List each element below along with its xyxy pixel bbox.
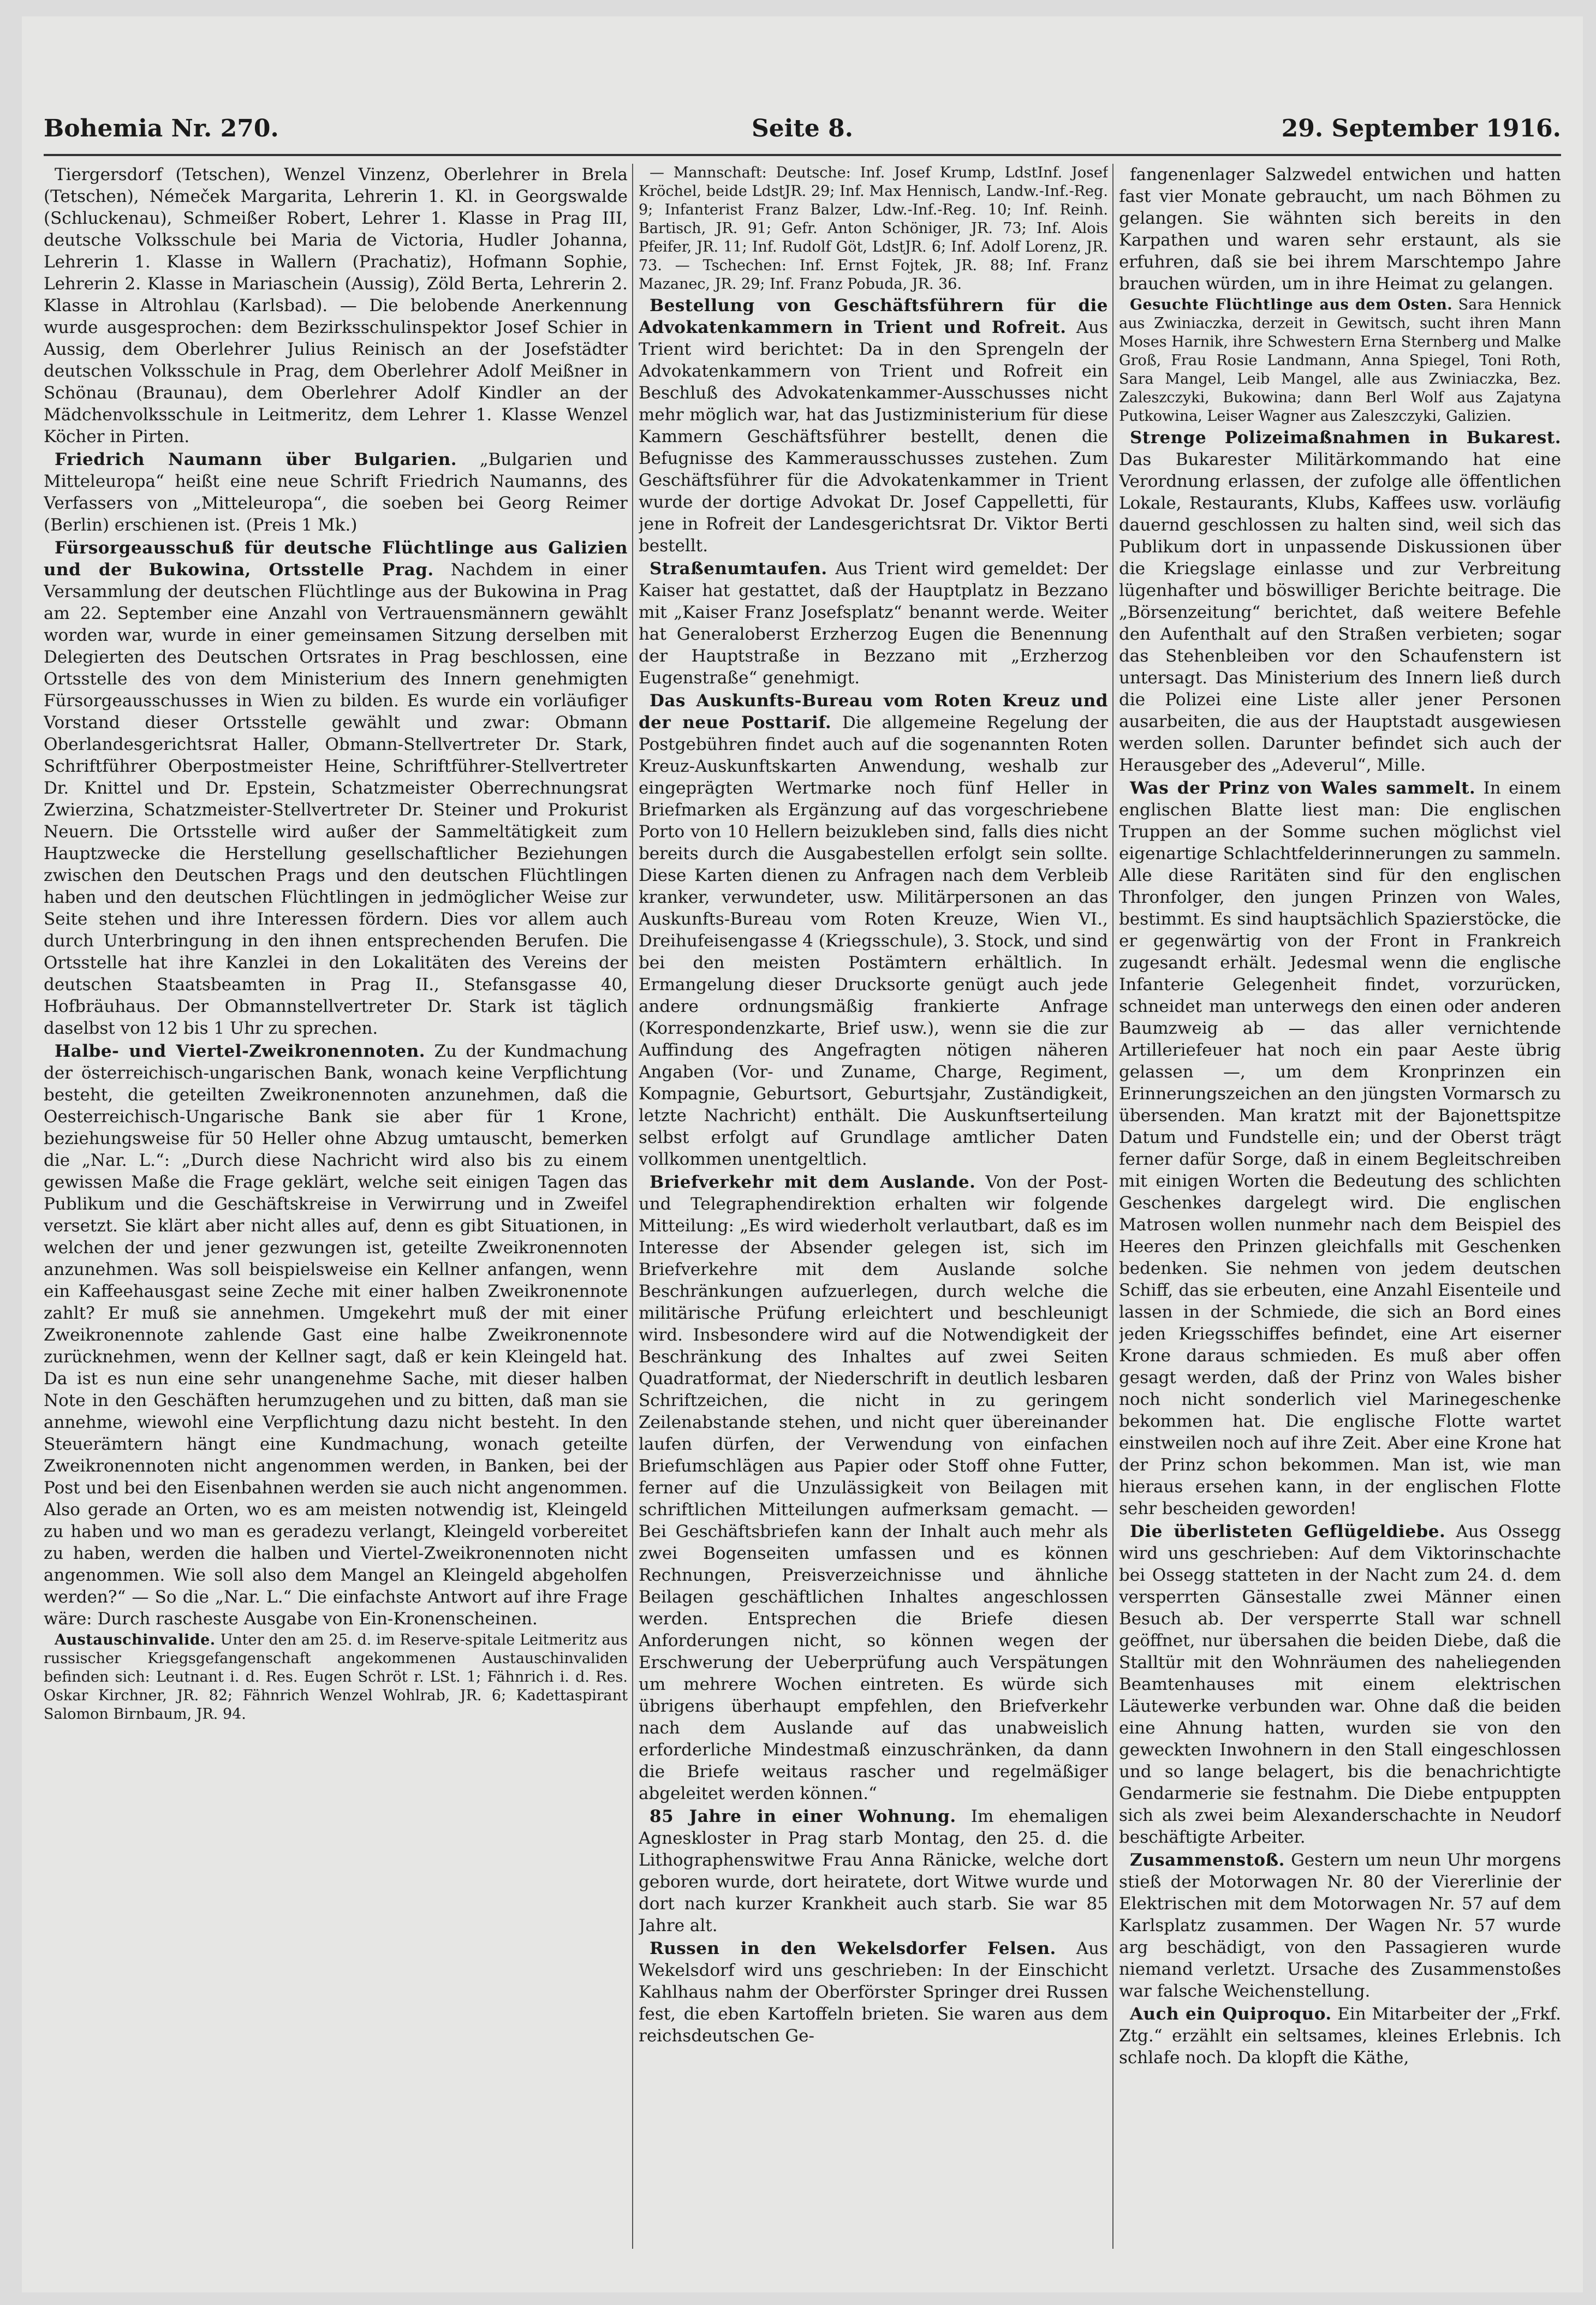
article bbox=[44, 1631, 628, 1724]
article-heading: Das Auskunfts-Bureau vom Roten Kreuz und der neue Posttarif. bbox=[639, 691, 1108, 732]
article bbox=[639, 1171, 1108, 1804]
article-text: Tiergersdorf (Tetschen), Wenzel Vinzenz, Oberlehrer in Brela (Tetschen), Némeček Margarita, Lehrerin 1. Kl. in Georgswalde (Schluckenau), Schmeißer Robert, Lehrer 1. Klasse in Prag III, deutsche Volksschule bei Maria de Victoria, Hudler Johanna, Lehrerin 1. Klasse in Wallern (Prachatiz), Hofmann Sophie, Lehrerin 2. Klasse in Mariaschein (Aussig), Zöld Berta, Lehrerin 2. Klasse in Altrohlau (Karlsbad). — Die belobende Anerkennung wurde ausgesprochen: dem Bezirksschulinspektor Josef Schier in Aussig, dem Oberlehrer Julius Reinisch an der Josefstädter deutschen Volksschule in Prag, dem Oberlehrer Adolf Meißner in Schönau (Braunau), dem Oberlehrer Adolf Kindler an der Mädchenvolksschule in Leitmeritz, dem Lehrer 1. Klasse Wenzel Köcher in Pirten. bbox=[44, 165, 628, 446]
article bbox=[1119, 777, 1561, 1520]
article-text: — Mannschaft: Deutsche: Inf. Josef Krump, LdstInf. Josef Kröchel, beide LdstJR. 29; Inf. Max Hennisch, Landw.-Inf.-Reg. 9; Infanterist Franz Balzer, Ldw.-Inf.-Reg. 10; Inf. Reinh. Bartisch, JR. 91; Gefr. Anton Schöniger, JR. 73; Inf. Alois Pfeifer, JR. 11; Inf. Rudolf Göt, LdstJR. 6; Inf. Adolf Lorenz, JR. 73. — Tschechen: Inf. Ernst Fojtek, JR. 88; Inf. Franz Mazanec, JR. 29; Inf. Franz Pobuda, JR. 36. bbox=[639, 164, 1108, 293]
article bbox=[1119, 2003, 1561, 2069]
article bbox=[44, 1040, 628, 1630]
article bbox=[1119, 1849, 1561, 2002]
page-number: Seite 8. bbox=[751, 115, 854, 142]
article bbox=[1119, 427, 1561, 776]
article-text: „Bulgarien und Mitteleuropa“ heißt eine neue Schrift Friedrich Naumanns, des Verfassers von „Mitteleuropa“, die soeben bei Georg Reimer (Berlin) erschienen ist. (Preis 1 Mk.) bbox=[44, 450, 628, 535]
article-text: fangenenlager Salzwedel entwichen und hatten fast vier Monate gebraucht, um nach Böhmen zu gelangen. Sie wähnten sich bereits in den Karpathen und waren sehr erstaunt, als sie erfuhren, daß sie bei ihrem Marschtempo Jahre brauchen würden, um in ihre Heimat zu gelangen. bbox=[1119, 165, 1561, 294]
article-heading: Gesuchte Flüchtlinge aus dem Osten. bbox=[1130, 296, 1453, 313]
article-heading: Austauschinvalide. bbox=[55, 1631, 216, 1648]
article bbox=[44, 449, 628, 536]
article bbox=[639, 558, 1108, 689]
article bbox=[639, 1938, 1108, 2047]
article-heading: Die überlisteten Geflügeldiebe. bbox=[1130, 1522, 1446, 1541]
column-3 bbox=[1119, 164, 1561, 2249]
article-text: Aus Ossegg wird uns geschrieben: Auf dem Viktorinschachte bei Ossegg statteten in der Nacht zum 24. d. dem versperrten Gänsestalle zwei Männer einen Besuch ab. Der versperrte Stall war schnell geöffnet, nur übersahen die beiden Diebe, daß die Stalltür mit den Wohnräumen des naheliegenden Beamtenhauses mit einem elektrischen Läutewerke verbunden war. Ohne daß die beiden eine Ahnung hatten, wurden sie von den geweckten Inwohnern in den Stall eingeschlossen und so lange belagert, bis die benachrichtigte Gendarmerie sie festnahm. Die Diebe entpuppten sich als zwei beim Alexanderschachte in Neudorf beschäftigte Arbeiter. bbox=[1119, 1522, 1561, 1847]
column-1 bbox=[44, 164, 628, 2249]
article-heading: Was der Prinz von Wales sammelt. bbox=[1130, 778, 1476, 798]
article bbox=[639, 295, 1108, 557]
article-heading: Bestellung von Geschäftsführern für die Advokatenkammern in Trient und Rofreit. bbox=[639, 296, 1108, 337]
column-divider bbox=[1112, 164, 1113, 2249]
article-text: Das Bukarester Militärkommando hat eine Verordnung erlassen, der zufolge alle öffentlichen Lokale, Restaurants, Klubs, Kaffees usw. vorläufig dauernd geschlossen zu halten sind, weil sich das Publikum dort in unpassende Diskussionen über die Kriegslage einlasse und zur Verbreitung lügenhafter und böswilliger Berichte beitrage. Die „Börsenzeitung“ berichtet, daß weitere Befehle den Aufenthalt auf den Straßen verbieten; sogar das Stehenbleiben vor den Schaufenstern ist untersagt. Das Ministerium des Innern ließ durch die Polizei eine Liste aller jener Personen ausarbeiten, die aus der Hauptstadt ausgewiesen werden sollen. Darunter befindet sich auch der Herausgeber des „Adeverul“, Mille. bbox=[1119, 450, 1561, 775]
article-heading: 85 Jahre in einer Wohnung. bbox=[650, 1807, 956, 1826]
article-text: Zu der Kundmachung der österreichisch-ungarischen Bank, wonach keine Verpflichtung besteht, die geteilten Zweikronennoten anzunehmen, daß die Oesterreichisch-Ungarische Bank sie aber für 1 Krone, beziehungsweise für 50 Heller ohne Abzug umtauscht, bemerken die „Nar. L.“: „Durch diese Nachricht wird also bis zu einem gewissen Maße die Frage geklärt, welche seit einigen Tagen das Publikum und die Geschäftskreise in Verwirrung und in Zweifel versetzt. Sie klärt aber nicht alles auf, denn es gibt Situationen, in welchen der und jener gezwungen ist, geteilte Zweikronennoten anzunehmen. Was soll beispielsweise ein Kellner anfangen, wenn ein Kaffeehausgast seine Zeche mit einer halben Zweikronennote zahlt? Er muß sie annehmen. Umgekehrt muß der mit einer Zweikronennote zahlende Gast eine halbe Zweikronennote zurücknehmen, wenn der Kellner sagt, daß er kein Kleingeld hat. Da ist es nun eine sehr unangenehme Sache, mit dieser halben Note in den Geschäften herumzugehen und zu bitten, daß man sie annehme, wiewohl eine Verpflichtung dazu nicht besteht. In den Steuerämtern hängt eine Kundmachung, wonach geteilte Zweikronennoten nicht angenommen werden, in Banken, bei der Post und bei den Eisenbahnen werden sie auch nicht angenommen. Also gerade an Orten, wo es am meisten notwendig ist, Kleingeld zu haben und wo man es geradezu verlangt, Kleingeld vorbereitet zu haben, werden die halben und Viertel-Zweikronennoten nicht angenommen. Wie soll also dem Mangel an Kleingeld abgeholfen werden?“ — So die „Nar. L.“ Die einfachste Antwort auf ihre Frage wäre: Durch rascheste Ausgabe von Ein-Kronenscheinen. bbox=[44, 1041, 628, 1629]
column-2 bbox=[639, 164, 1108, 2249]
article-heading: Halbe- und Viertel-Zweikronennoten. bbox=[55, 1041, 426, 1061]
article-text: Aus Trient wird berichtet: Da in den Sprengeln der Advokatenkammern von Trient und Rofreit ein Beschluß des Advokatenkammer-Ausschusses nicht mehr möglich war, hat das Justizministerium für diese Kammern Geschäftsführer bestellt, denen die Befugnisse des Kammerausschusses zustehen. Zum Geschäftsführer für die Advokatenkammer in Trient wurde der dortige Advokat Dr. Josef Cappelletti, für jene in Rofreit der Landesgerichtsrat Dr. Viktor Berti bestellt. bbox=[639, 318, 1108, 556]
article-text: Aus Trient wird gemeldet: Der Kaiser hat gestattet, daß der Hauptplatz in Bezzano mit „Kaiser Franz Josefsplatz“ benannt werde. Weiter hat Generaloberst Erzherzog Eugen die Benennung der Hauptstraße in Bezzano mit „Erzherzog Eugenstraße“ genehmigt. bbox=[639, 559, 1108, 688]
page-header bbox=[44, 115, 1561, 147]
article-heading: Friedrich Naumann über Bulgarien. bbox=[55, 450, 457, 469]
article-heading: Briefverkehr mit dem Auslande. bbox=[650, 1172, 976, 1192]
newspaper-page bbox=[22, 16, 1583, 2292]
article-heading: Auch ein Quiproquo. bbox=[1130, 2004, 1332, 2024]
issue-date: 29. September 1916. bbox=[1281, 115, 1561, 142]
article-text: Ein Mitarbeiter der „Frkf. Ztg.“ erzählt ein seltsames, kleines Erlebnis. Ich schlafe noch. Da klopft die Käthe, bbox=[1119, 2004, 1561, 2068]
article-text: Von der Post- und Telegraphendirektion erhalten wir folgende Mitteilung: „Es wird wiederholt verlautbart, daß es im Interesse der Absender gelegen ist, sich im Briefverkehre mit dem Auslande solche Beschränkungen aufzuerlegen, durch welche die militärische Prüfung erleichtert und beschleunigt wird. Insbesondere wird auf die Notwendigkeit der Beschränkung des Inhaltes auf zwei Seiten Quadratformat, der Niederschrift in deutlich lesbaren Schriftzeichen, die nicht in zu geringem Zeilenabstande stehen, und nicht quer übereinander laufen dürfen, der Verwendung von einfachen Briefumschlägen aus Papier oder Stoff ohne Futter, ferner auf die Unzulässigkeit von Beilagen mit schriftlichen Mitteilungen aufmerksam gemacht. — Bei Geschäftsbriefen kann der Inhalt auch mehr als zwei Bogenseiten umfassen und es können Rechnungen, Preisverzeichnisse und ähnliche Beilagen geschäftlichen Inhaltes angeschlossen werden. Entsprechen die Briefe diesen Anforderungen nicht, so können wegen der Erschwerung der Ueberprüfung auch Verspätungen um mehrere Wochen eintreten. Es würde sich übrigens überhaupt empfehlen, den Briefverkehr nach dem Auslande auf das unabweislich erforderliche Mindestmaß einzuschränken, da dann die Briefe weitaus rascher und regelmäßiger abgeleitet werden können.“ bbox=[639, 1172, 1108, 1803]
article-text: Sara Hennick aus Zwiniaczka, derzeit in Gewitsch, sucht ihren Mann Moses Harnik, ihre Schwestern Erna Sternberg und Malke Groß, Frau Rosie Landmann, Anna Spiegel, Toni Roth, Sara Mangel, Leib Mangel, alle aus Zwiniaczka, Bez. Zaleszczyki, Bukowina; dann Berl Wolf aus Zajatyna Putkowina, Leiser Wagner aus Zaleszczyki, Galizien. bbox=[1119, 296, 1561, 425]
article bbox=[639, 690, 1108, 1170]
article-heading: Strenge Polizeimaßnahmen in Bukarest. bbox=[1130, 428, 1561, 448]
article-text: Unter den am 25. d. im Reserve-spitale Leitmeritz aus russischer Kriegsgefangenschaft angekommenen Austauschinvaliden befinden sich: Leutnant i. d. Res. Eugen Schröt r. LSt. 1; Fähnrich i. d. Res. Oskar Kirchner, JR. 82; Fähnrich Wenzel Wohlrab, JR. 6; Kadettaspirant Salomon Birnbaum, JR. 94. bbox=[44, 1631, 628, 1723]
article-text: Im ehemaligen Agneskloster in Prag starb Montag, den 25. d. die Lithographenswitwe Frau Anna Ränicke, welche dort geboren wurde, dort heiratete, dort Witwe wurde und dort nach kurzer Krankheit auch starb. Sie war 85 Jahre alt. bbox=[639, 1807, 1108, 1935]
article bbox=[1119, 1521, 1561, 1848]
article-text: Gestern um neun Uhr morgens stieß der Motorwagen Nr. 80 der Viererlinie der Elektrischen mit dem Motorwagen Nr. 57 auf dem Karlsplatz zusammen. Der Wagen Nr. 57 wurde arg beschädigt, von den Passagieren wurde niemand verletzt. Ursache des Zusammenstoßes war falsche Weichenstellung. bbox=[1119, 1850, 1561, 2001]
column-divider bbox=[632, 164, 633, 2249]
header-rule bbox=[44, 154, 1561, 156]
article bbox=[639, 1806, 1108, 1937]
article-heading: Fürsorgeausschuß für deutsche Flüchtlinge aus Galizien und der Bukowina, Ortsstelle Prag. bbox=[44, 538, 628, 580]
article-heading: Russen in den Wekelsdorfer Felsen. bbox=[650, 1939, 1056, 1958]
masthead-issue: Bohemia Nr. 270. bbox=[44, 115, 279, 142]
article bbox=[44, 537, 628, 1039]
article bbox=[1119, 296, 1561, 426]
article-text: Die allgemeine Regelung der Postgebühren findet auch auf die sogenannten Roten Kreuz-Auskunftskarten Anwendung, weshalb zur eingeprägten Wertmarke noch fünf Heller in Briefmarken als Ergänzung auf das vorgeschriebene Porto von 10 Hellern beizukleben sind, falls dies nicht bereits durch die Ausgabestellen erfolgt sein sollte. Diese Karten dienen zu Anfragen nach dem Verbleib kranker, verwundeter, usw. Militärpersonen an das Auskunfts-Bureau vom Roten Kreuze, Wien VI., Dreihufeisengasse 4 (Kriegsschule), 3. Stock, und sind bei den meisten Postämtern erhältlich. In Ermangelung dieser Drucksorte genügt auch jede andere ordnungsmäßig frankierte Anfrage (Korrespondenzkarte, Brief usw.), wenn sie die zur Auffindung des Angefragten nötigen näheren Angaben (Vor- und Zuname, Charge, Regiment, Kompagnie, Geburtsort, Geburtsjahr, Zuständigkeit, letzte Nachricht) enthält. Die Auskunftserteilung selbst erfolgt auf Grundlage amtlicher Daten vollkommen unentgeltlich. bbox=[639, 713, 1108, 1169]
article-text: In einem englischen Blatte liest man: Die englischen Truppen an der Somme suchen möglichst viel eigenartige Schlachtfelderinnerungen zu sammeln. Alle diese Raritäten sind für den englischen Thronfolger, den jungen Prinzen von Wales, bestimmt. Es sind hauptsächlich Spazierstöcke, die er gegenwärtig von der Front in Frankreich zugesandt erhält. Jedesmal wenn die englische Infanterie Gelegenheit findet, vorzurücken, schneidet man unterwegs den einen oder anderen Baumzweig ab — das aller vernichtende Artilleriefeuer hat noch ein paar Aeste übrig gelassen —, um dem Kronprinzen ein Erinnerungszeichen an den jüngsten Vormarsch zu übersenden. Man kratzt mit der Bajonettspitze Datum und Fundstelle ein; und der Oberst trägt ferner dafür Sorge, daß in einem Begleitschreiben mit einigen Worten die Bedeutung des schlichten Geschenkes dargelegt wird. Die englischen Matrosen wollen nunmehr nach dem Beispiel des Heeres den Prinzen gleichfalls mit Geschenken bedenken. Sie nehmen von jedem deutschen Schiff, das sie erbeuten, eine Anzahl Eisenteile und lassen in der Schmiede, die sich an Bord eines jeden Kriegsschiffes befindet, eine Art eiserner Krone daraus schmieden. Es muß aber offen gesagt werden, daß der Prinz von Wales bisher noch nicht sonderlich viel Marinegeschenke bekommen hat. Die englische Flotte wartet einstweilen noch auf ihre Zeit. Aber eine Krone hat der Prinz schon bekommen. Man ist, wie man hieraus ersehen kann, in der englischen Flotte sehr bescheiden geworden! bbox=[1119, 778, 1561, 1518]
article-text: Aus Wekelsdorf wird uns geschrieben: In der Einschicht Kahlhaus nahm der Oberförster Springer drei Russen fest, die eben Kartoffeln brieten. Sie waren aus dem reichsdeutschen Ge- bbox=[639, 1939, 1108, 2046]
article-text: Nachdem in einer Versammlung der deutschen Flüchtlinge aus der Bukowina in Prag am 22. September eine Anzahl von Vertrauensmännern gewählt worden war, wurde in einer gemeinsamen Sitzung derselben mit Delegierten des Deutschen Ortsrates in Prag beschlossen, eine Ortsstelle des von dem Ministerium des Innern genehmigten Fürsorgeausschusses in Wien zu bilden. Es wurde ein vorläufiger Vorstand dieser Ortsstelle gewählt und zwar: Obmann Oberlandesgerichtsrat Haller, Obmann-Stellvertreter Dr. Stark, Schriftführer Oberpostmeister Heine, Schriftführer-Stellvertreter Dr. Knittel und Dr. Epstein, Schatzmeister Oberrechnungsrat Zwierzina, Schatzmeister-Stellvertreter Dr. Steiner und Prokurist Neuern. Die Ortsstelle wird außer der Sammeltätigkeit zum Hauptzwecke die Herstellung gesellschaftlicher Beziehungen zwischen den Deutschen Prags und den deutschen Flüchtlingen haben und den deutschen Flüchtlingen in jedmöglicher Weise zur Seite stehen und ihre Interessen fördern. Dies vor allem auch durch Unterbringung in den ihnen entsprechenden Berufen. Die Ortsstelle hat ihre Kanzlei in den Lokalitäten des Vereins der deutschen Staatsbeamten in Prag II., Stefansgasse 40, Hofbräuhaus. Der Obmannstellvertreter Dr. Stark ist täglich daselbst von 12 bis 1 Uhr zu sprechen. bbox=[44, 560, 628, 1038]
article-heading: Straßenumtaufen. bbox=[650, 559, 827, 579]
article-heading: Zusammenstoß. bbox=[1130, 1850, 1285, 1870]
